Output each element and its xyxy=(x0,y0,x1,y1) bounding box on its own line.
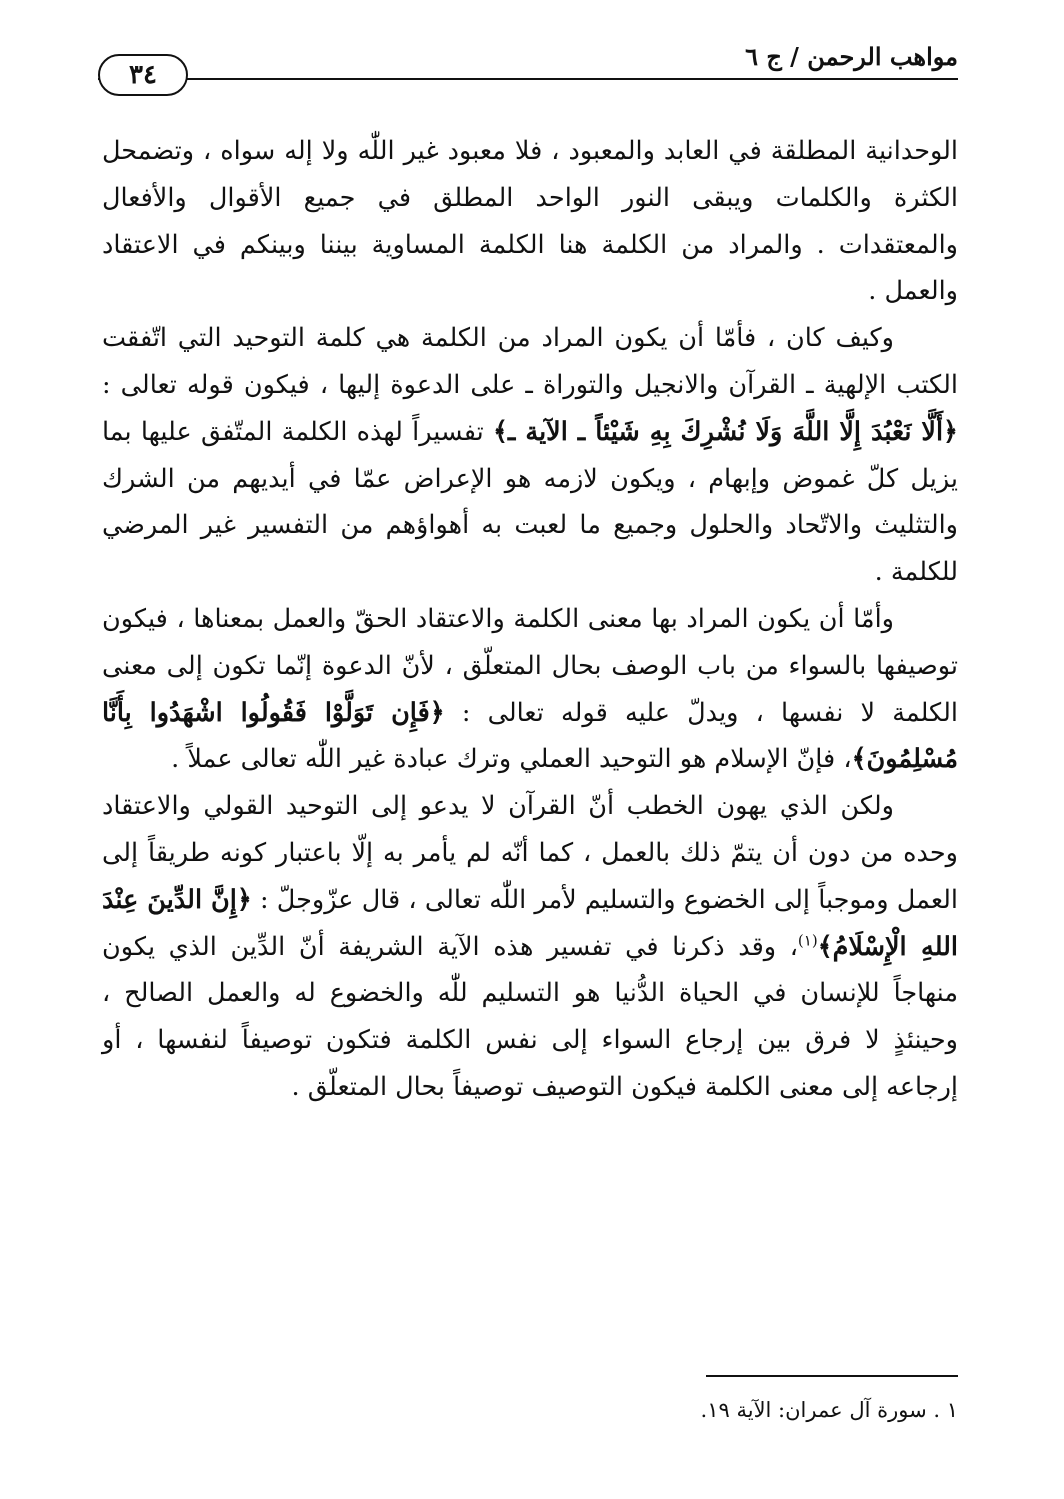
body-text xyxy=(102,128,958,1111)
paragraph-text: ، فإنّ الإسلام هو التوحيد العملي وترك عبادة غير اللّٰه تعالى عملاً . xyxy=(171,744,852,775)
paragraph-text: وأمّا أن يكون المراد بها معنى الكلمة والاعتقاد الحقّ والعمل بمعناها ، فيكون توصيفها بالسواء من باب الوصف بحال المتعلّق ، لأنّ الدعوة إنّما تكون إلى معنى الكلمة لا نفسها ، ويدلّ عليه قوله تعالى : xyxy=(102,603,958,728)
paragraph-text: ولكن الذي يهون الخطب أنّ القرآن لا يدعو إلى التوحيد القولي والاعتقاد وحده من دون أن يتمّ ذلك بالعمل ، كما أنّه لم يأمر به إلّا باعتبار كونه طريقاً إلى العمل وموجباً إلى الخضوع والتسليم لأمر اللّٰه تعالى ، قال عزّوجلّ : xyxy=(102,791,958,915)
paragraph-text: الوحدانية المطلقة في العابد والمعبود ، فلا معبود غير اللّٰه ولا إله سواه ، وتضمحل الكثرة والكلمات ويبقى النور الواحد المطلق في جميع الأقوال والأفعال والمعتقدات . والمراد من الكلمة هنا الكلمة المساوية بيننا وبينكم في الاعتقاد والعمل . xyxy=(102,136,958,307)
book-title: مواهب الرحمن / ج ٦ xyxy=(745,42,958,71)
paragraph-text: تفسيراً لهذه الكلمة المتّفق عليها بما يزيل كلّ غموض وإبهام ، ويكون لازمه هو الإعراض عمّا في أيديهم من الشرك والتثليث والاتّحاد والحلول وجميع ما لعبت به أهواؤهم من التفسير غير المرضي للكلمة . xyxy=(102,416,958,588)
paragraph xyxy=(102,128,958,315)
quran-verse: ﴿أَلَّا نَعْبُدَ إِلَّا اللَّهَ وَلَا نُشْرِكَ بِهِ شَيْئاً ـ الآية ـ﴾ xyxy=(492,416,958,447)
footnote-marker: (١) xyxy=(797,931,818,950)
paragraph-text: وكيف كان ، فأمّا أن يكون المراد من الكلمة هي كلمة التوحيد التي اتّفقت الكتب الإلهية ـ القرآن والانجيل والتوراة ـ على الدعوة إليها ، فيكون قوله تعالى : xyxy=(102,323,958,400)
footnote: ١ . سورة آل عمران: الآية ١٩. xyxy=(700,1398,958,1422)
paragraph xyxy=(102,783,958,1111)
quran-verse: ﴿إِنَّ الدِّينَ عِنْدَ اللهِ الْإِسْلَامُ﴾ xyxy=(102,884,958,962)
paragraph xyxy=(102,315,958,596)
quran-verse: ﴿فَإِن تَوَلَّوْا فَقُولُوا اشْهَدُوا بِأَنَّا مُسْلِمُونَ﴾ xyxy=(102,697,958,775)
page-header xyxy=(98,38,958,90)
footnote-rule xyxy=(706,1375,958,1377)
header-rule xyxy=(98,78,958,80)
paragraph xyxy=(102,596,958,783)
page-number: ٣٤ xyxy=(98,54,188,96)
paragraph-text: ، وقد ذكرنا في تفسير هذه الآية الشريفة أنّ الدِّين الذي يكون منهاجاً للإنسان في الحياة الدُّنيا هو التسليم للّٰه والخضوع له والعمل الصالح ، وحينئذٍ لا فرق بين إرجاع السواء إلى نفس الكلمة فتكون توصيفاً لنفسها ، أو إرجاعه إلى معنى الكلمة فيكون التوصيف توصيفاً بحال المتعلّق . xyxy=(102,931,958,1102)
